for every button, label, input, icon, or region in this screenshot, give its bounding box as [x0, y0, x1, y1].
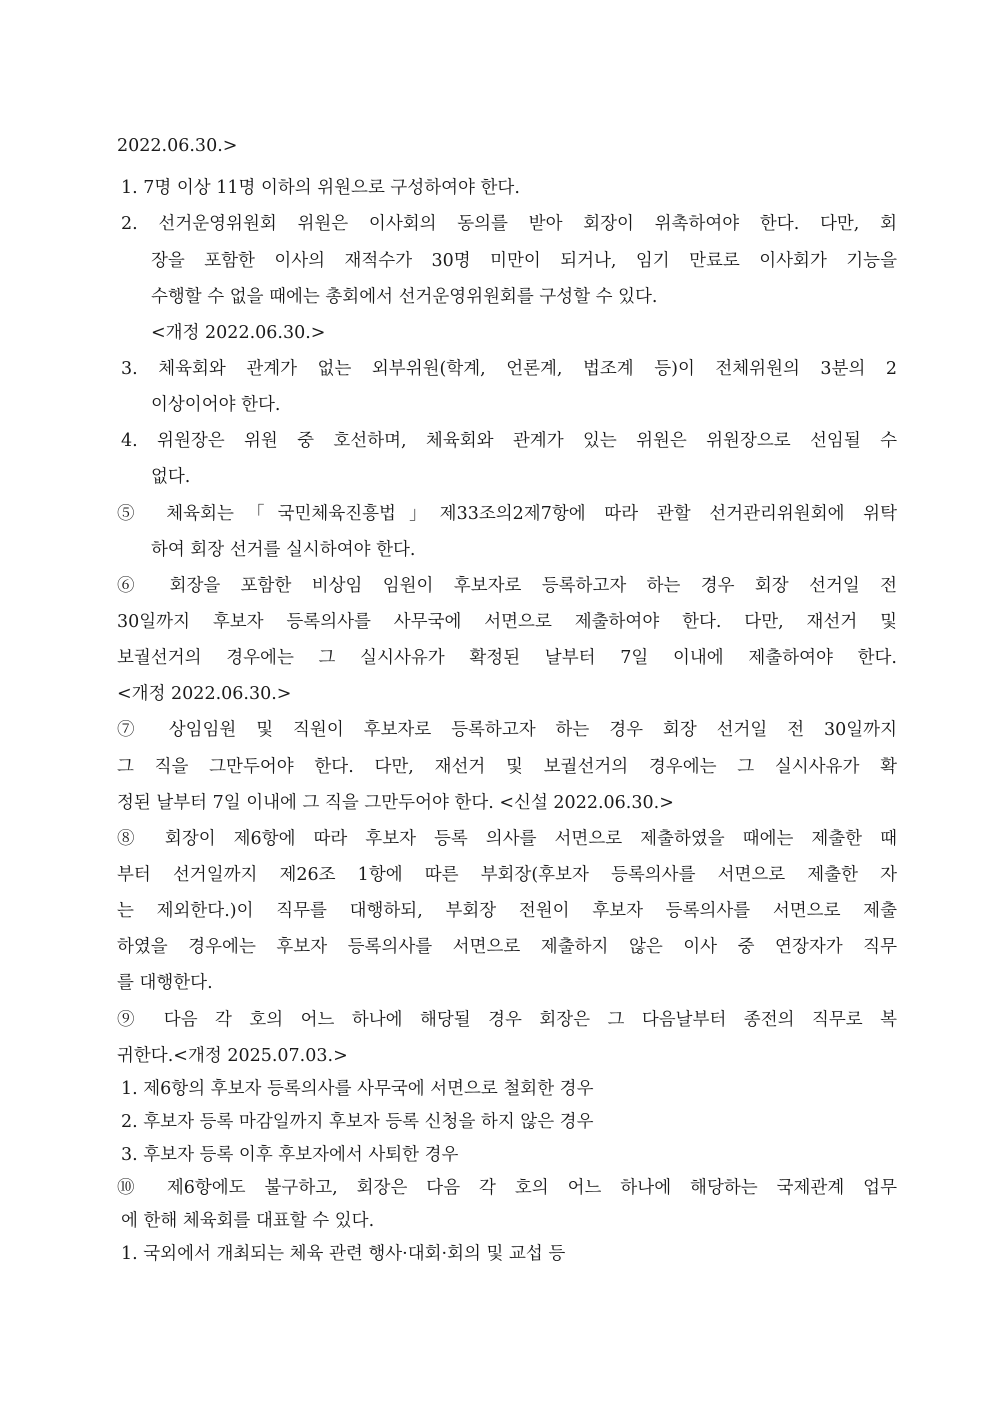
text-line: 정된 날부터 7일 이내에 그 직을 그만두어야 한다. <신설 2022.06.30.>	[117, 793, 674, 813]
list-item: 2. 선거운영위원회 위원은 이사회의 동의를 받아 회장이 위촉하여야 한다. 다만, 회	[121, 214, 897, 234]
paragraph-7: ⑦ 상임임원 및 직원이 후보자로 등록하고자 하는 경우 회장 선거일 전 30일까지	[117, 720, 897, 740]
paragraph-10: ⑩ 제6항에도 불구하고, 회장은 다음 각 호의 어느 하나에 해당하는 국제관계 업무	[117, 1178, 897, 1198]
paragraph-9: ⑨ 다음 각 호의 어느 하나에 해당될 경우 회장은 그 다음날부터 종전의 직무로 복	[117, 1010, 897, 1030]
text-line: 수행할 수 없을 때에는 총회에서 선거운영위원회를 구성할 수 있다.	[151, 287, 658, 307]
text-line: 를 대행한다.	[117, 973, 213, 993]
list-item: 4. 위원장은 위원 중 호선하며, 체육회와 관계가 있는 위원은 위원장으로 선임될 수	[121, 431, 897, 451]
list-item: 3. 후보자 등록 이후 후보자에서 사퇴한 경우	[121, 1145, 459, 1165]
list-item: 1. 7명 이상 11명 이하의 위원으로 구성하여야 한다.	[121, 178, 520, 198]
text-line: 귀한다.<개정 2025.07.03.>	[117, 1046, 348, 1066]
text-line: 2022.06.30.>	[117, 136, 238, 156]
list-item: 1. 제6항의 후보자 등록의사를 사무국에 서면으로 철회한 경우	[121, 1079, 594, 1099]
text-line: 부터 선거일까지 제26조 1항에 따른 부회장(후보자 등록의사를 서면으로 제출한 자	[117, 865, 897, 885]
amendment-note: <개정 2022.06.30.>	[151, 323, 326, 343]
text-line: 30일까지 후보자 등록의사를 사무국에 서면으로 제출하여야 한다. 다만, 재선거 및	[117, 612, 897, 632]
text-line: 장을 포함한 이사의 재적수가 30명 미만이 되거나, 임기 만료로 이사회가 기능을	[151, 251, 897, 271]
text-line: 는 제외한다.)이 직무를 대행하되, 부회장 전원이 후보자 등록의사를 서면으로 제출	[117, 901, 897, 921]
paragraph-8: ⑧ 회장이 제6항에 따라 후보자 등록 의사를 서면으로 제출하였을 때에는 제출한 때	[117, 829, 897, 849]
text-line: 이상이어야 한다.	[151, 395, 281, 415]
list-item: 3. 체육회와 관계가 없는 외부위원(학계, 언론계, 법조계 등)이 전체위원의 3분의 2	[121, 359, 897, 379]
list-item: 1. 국외에서 개최되는 체육 관련 행사·대회·회의 및 교섭 등	[121, 1244, 566, 1264]
text-line: 하였을 경우에는 후보자 등록의사를 서면으로 제출하지 않은 이사 중 연장자가 직무	[117, 937, 897, 957]
text-line: 에 한해 체육회를 대표할 수 있다.	[121, 1211, 375, 1231]
text-line: 없다.	[151, 467, 191, 487]
amendment-note: <개정 2022.06.30.>	[117, 684, 292, 704]
list-item: 2. 후보자 등록 마감일까지 후보자 등록 신청을 하지 않은 경우	[121, 1112, 594, 1132]
text-line: 그 직을 그만두어야 한다. 다만, 재선거 및 보궐선거의 경우에는 그 실시사유가 확	[117, 757, 897, 777]
paragraph-5: ⑤ 체육회는「국민체육진흥법」제33조의2제7항에 따라 관할 선거관리위원회에 위탁	[117, 504, 897, 524]
text-line: 보궐선거의 경우에는 그 실시사유가 확정된 날부터 7일 이내에 제출하여야 한다.	[117, 648, 897, 668]
paragraph-6: ⑥ 회장을 포함한 비상임 임원이 후보자로 등록하고자 하는 경우 회장 선거일 전	[117, 576, 897, 596]
text-line: 하여 회장 선거를 실시하여야 한다.	[151, 540, 416, 560]
